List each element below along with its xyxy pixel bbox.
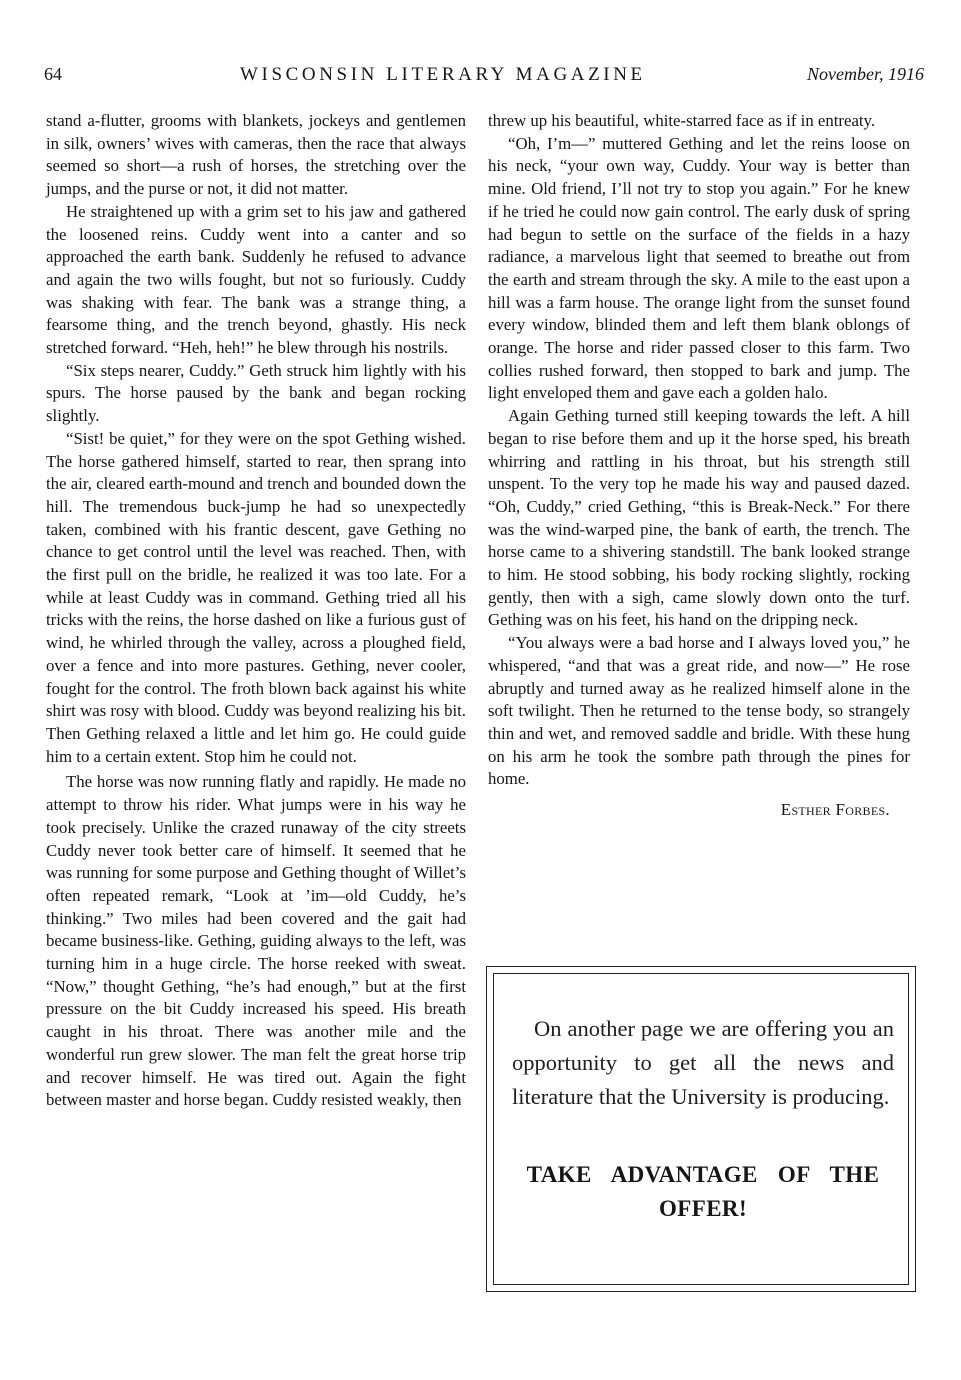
paragraph: “Six steps nearer, Cuddy.” Geth struck him lightly with his spurs. The horse paused by the bank and began rocking slightly.: [46, 360, 466, 426]
page-number: 64: [44, 64, 62, 84]
paragraph: He straightened up with a grim set to his jaw and gathered the loosened reins. Cuddy went into a canter and so approached the earth bank. Suddenly he refused to advance and again the two wills fought, but not so furiously. Cuddy was shaking with fear. The bank was a strange thing, a fearsome thing, and the trench beyond, ghastly. His neck stretched forward. “Heh, heh!” he blew through his nostrils.: [46, 201, 466, 358]
paragraph: stand a-flutter, grooms with blankets, jockeys and gentlemen in silk, owners’ wives with cameras, then the race that always seemed so short—a rush of horses, the stretching over the jumps, and the purse or not, it did not matter.: [46, 111, 466, 199]
author-signature: Esther Forbes.: [780, 800, 890, 820]
right-column: [488, 110, 910, 822]
advertisement-inner-border: [493, 973, 909, 1285]
advertisement-body: On another page we are offering you an opportunity to get all the news and literature that the University is producing.: [512, 1016, 894, 1109]
advertisement-box: [486, 966, 916, 1292]
issue-date: November, 1916: [807, 64, 924, 84]
paragraph: “You always were a bad horse and I always loved you,” he whispered, “and that was a great ride, and now—” He rose abruptly and turned away as he realized himself alone in the soft twilight. Then he returned to the tense body, so strangely thin and wet, and removed saddle and bridle. With these hung on his arm he took the sombre path through the pines for home.: [488, 633, 910, 789]
paragraph: “Sist! be quiet,” for they were on the spot Gething wished. The horse gathered himself, started to rear, then sprang into the air, cleared earth-mound and trench and bounded down the hill. The tremendous buck-jump he had so unexpectedly taken, combined with his frantic descent, gave Gething no chance to get control until the level was reached. Then, with the first pull on the bridle, he realized it was too late. For a while at least Cuddy was in command. Gething tried all his tricks with the reins, the horse dashed on like a furious gust of wind, he whirled through the valley, across a ploughed field, over a fence and into more pastures. Gething, never cooler, fought for the control. The froth blown back against his white shirt was rosy with blood. Cuddy was beyond realizing his bit. Then Gething relaxed a little and let him go. He could guide him to a certain extent. Stop him he could not.: [46, 428, 466, 766]
paragraph: Again Gething turned still keeping towards the left. A hill began to rise before them and up it the horse sped, his breath whirring and rattling in his throat, but his strength still unspent. To the very top he made his way and paused dazed. “Oh, Cuddy,” cried Gething, “this is Break-Neck.” For there was the wind-warped pine, the bank of earth, the trench. The horse came to a shivering standstill. The bank looked strange to him. He stood sobbing, his body rocking slightly, rocking gently, then with a sigh, came slowly down onto the turf. Gething was on his feet, his hand on the dripping neck.: [488, 406, 910, 630]
paragraph: “Oh, I’m—” muttered Gething and let the reins loose on his neck, “your own way, Cuddy. Your way is better than mine. Old friend, I’ll not try to stop you again.” For he knew if he tried he could now gain control. The early dusk of spring had begun to settle on the surface of the fields in a hazy radiance, a marvelous light that seemed to breathe out from the earth and stream through the sky. A mile to the east upon a hill was a farm house. The orange light from the sunset found every window, blinded them and left them blank oblongs of orange. The horse and rider passed closer to this farm. Two collies rushed forward, then stopped to bark and jump. The light enveloped them and gave each a golden halo.: [488, 133, 910, 403]
paragraph: The horse was now running flatly and rapidly. He made no attempt to throw his rider. What jumps were in his way he took precisely. Unlike the crazed runaway of the city streets Cuddy never took better care of himself. It seemed that he was running for some purpose and Gething thought of Willet’s often repeated remark, “Look at ’im—old Cuddy, he’s thinking.” Two miles had been covered and the gait had became business-like. Gething, guiding always to the left, was turning him in a huge circle. The horse reeked with sweat. “Now,” thought Gething, “he’s had enough,” but at the first pressure on the bit Cuddy increased his speed. His breath caught in his throat. There was another mile and the wonderful run grew slower. The man felt the great horse trip and recover himself. He was tired out. Again the fight between master and horse began. Cuddy resisted weakly, then: [46, 772, 466, 1110]
advertisement-call-to-action: TAKE ADVANTAGE OF THE OFFER!: [526, 1162, 880, 1221]
page-header: [44, 64, 924, 90]
paragraph: threw up his beautiful, white-starred face as if in entreaty.: [488, 111, 876, 130]
magazine-title: WISCONSIN LITERARY MAGAZINE: [240, 64, 646, 85]
left-column: [46, 110, 466, 1112]
